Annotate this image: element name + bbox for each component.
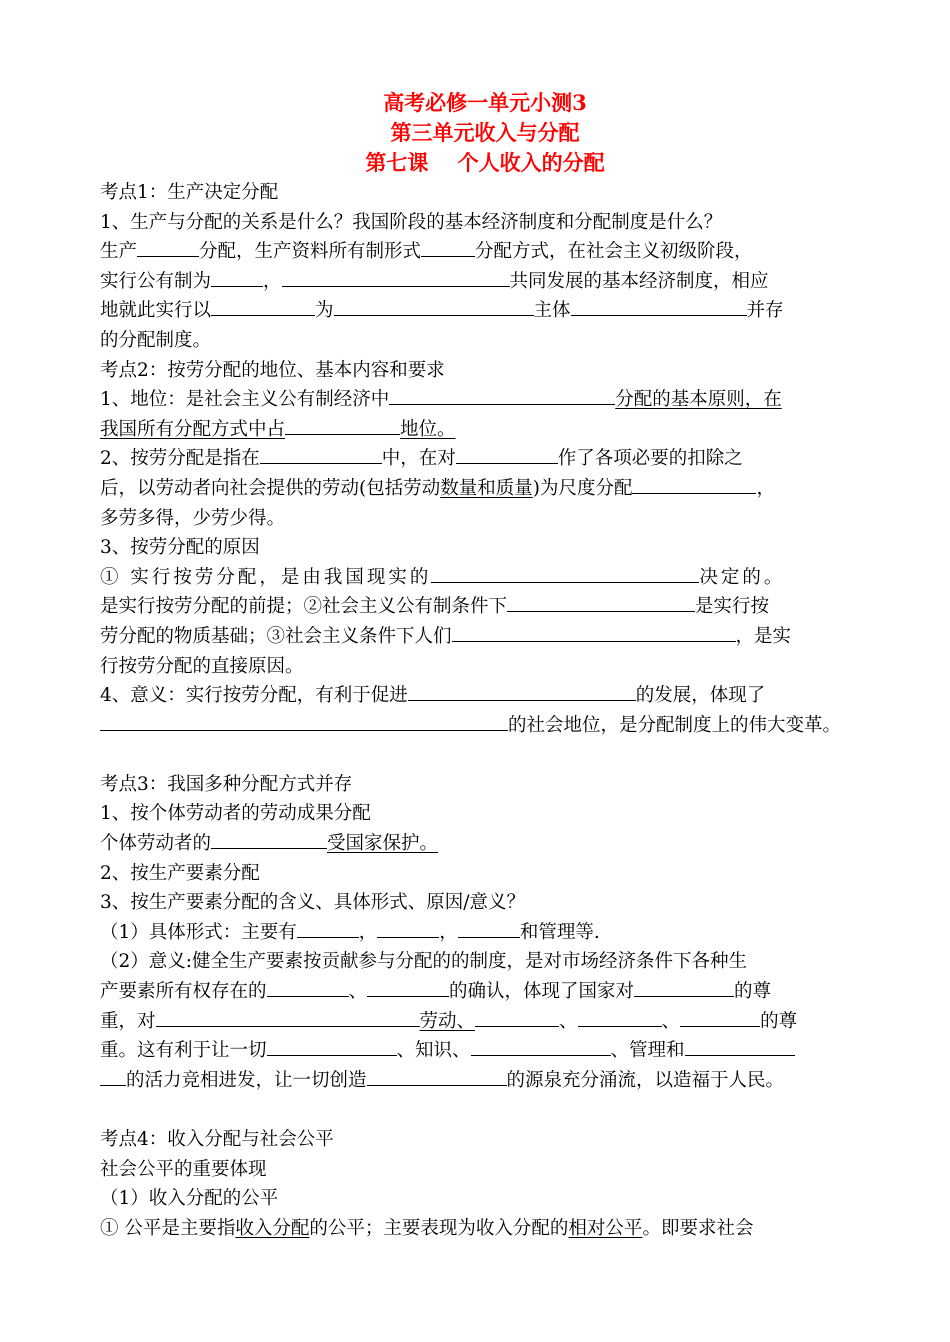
fill-blank	[100, 1066, 126, 1086]
section-3-heading: 考点3：我国多种分配方式并存	[100, 773, 353, 795]
doc-title-3: 第七课 个人收入的分配	[365, 150, 605, 175]
s3-item-3: 3、按生产要素分配的含义、具体形式、原因/意义？	[100, 892, 526, 914]
fill-blank	[260, 444, 382, 464]
fill-blank	[282, 267, 510, 287]
fill-blank	[334, 296, 534, 316]
doc-title-1: 高考必修一单元小测3	[383, 90, 587, 115]
fill-blank	[367, 977, 449, 997]
fill-blank	[471, 1036, 611, 1056]
fill-blank	[267, 1036, 397, 1056]
fill-blank	[685, 1036, 795, 1056]
fill-blank	[267, 977, 349, 997]
fill-blank	[680, 1007, 760, 1027]
fill-blank	[156, 1007, 420, 1027]
fill-blank	[408, 681, 636, 701]
s2-p4-line-2: 的社会地位，是分配制度上的伟大变革。	[100, 711, 870, 741]
s2-p2-line-2: 后，以劳动者向社会提供的劳动(包括劳动数量和质量)为尺度分配 ，	[100, 474, 870, 504]
s2-p3-line-4: 行按劳分配的直接原因。	[100, 655, 304, 677]
s2-p4-line-1: 4、意义：实行按劳分配，有利于促进 的发展，体现了	[100, 681, 870, 711]
s3-meaning-line-5: 的活力竞相进发，让一切创造 的源泉充分涌流，以造福于人民。	[100, 1066, 870, 1096]
s2-p3-line-2: 是实行按劳分配的前提；②社会主义公有制条件下 是实行按	[100, 592, 870, 622]
s1-line-1: 生产 分配，生产资料所有制形式 分配方式，在社会主义初级阶段，	[100, 237, 870, 267]
s1-line-3: 地就此实行以 为 主体 并存	[100, 296, 870, 326]
s3-item-1-detail: 个体劳动者的 受国家保护。	[100, 829, 870, 859]
fill-blank	[632, 474, 756, 494]
doc-title-2: 第三单元收入与分配	[390, 120, 580, 145]
fill-blank	[211, 267, 263, 287]
fill-blank	[377, 918, 439, 938]
fill-blank	[452, 622, 736, 642]
fill-blank	[285, 415, 400, 435]
s4-line-2: （1）收入分配的公平	[100, 1188, 279, 1210]
fill-blank	[458, 918, 520, 938]
question-1: 1、生产与分配的关系是什么？我国阶段的基本经济制度和分配制度是什么？	[100, 211, 723, 233]
fill-blank	[634, 977, 734, 997]
s2-p3-line-1: ① 实行按劳分配，是由我国现实的 决定的。	[100, 563, 870, 593]
s3-meaning-line-3: 重，对 劳动、 、 、 的尊	[100, 1007, 870, 1037]
fill-blank	[431, 563, 699, 583]
s4-line-1: 社会公平的重要体现	[100, 1158, 267, 1180]
fill-blank	[211, 829, 327, 849]
s3-item-2: 2、按生产要素分配	[100, 862, 260, 884]
section-4-heading: 考点4：收入分配与社会公平	[100, 1129, 334, 1150]
s3-meaning-line-4: 重。这有利于让一切 、知识、 、管理和	[100, 1036, 870, 1066]
s3-item-1: 1、按个体劳动者的劳动成果分配	[100, 803, 371, 825]
fill-blank	[137, 237, 199, 257]
s2-p1-line-2: 我国所有分配方式中占 地位。	[100, 415, 870, 445]
s3-forms: （1）具体形式：主要有 ， ， 和管理等.	[100, 918, 870, 948]
fill-blank	[389, 385, 615, 405]
section-1-heading: 考点1：生产决定分配	[100, 182, 279, 203]
fill-blank	[456, 444, 558, 464]
s3-meaning-line-2: 产要素所有权存在的 、 的确认，体现了国家对 的尊	[100, 977, 870, 1007]
fill-blank	[578, 1007, 662, 1027]
document-page	[100, 88, 870, 1243]
fill-blank	[507, 592, 695, 612]
s2-p2-line-3: 多劳多得，少劳少得。	[100, 507, 286, 529]
s2-p3-line-3: 劳分配的物质基础；③社会主义条件下人们 ，是实	[100, 622, 870, 652]
s4-line-3: ① 公平是主要指收入分配的公平；主要表现为收入分配的相对公平。即要求社会	[100, 1217, 754, 1239]
fill-blank	[421, 237, 475, 257]
s1-line-4: 的分配制度。	[100, 329, 212, 351]
fill-blank	[571, 296, 747, 316]
s3-meaning-line-1: （2）意义:健全生产要素按贡献参与分配的的制度，是对市场经济条件下各种生	[100, 951, 748, 973]
s2-p1-line-1: 1、地位：是社会主义公有制经济中 分配的基本原则，在	[100, 385, 870, 415]
s2-p3-heading: 3、按劳分配的原因	[100, 537, 260, 559]
fill-blank	[211, 296, 315, 316]
fill-blank	[297, 918, 359, 938]
fill-blank	[100, 711, 508, 731]
fill-blank	[475, 1007, 559, 1027]
section-2-heading: 考点2：按劳分配的地位、基本内容和要求	[100, 359, 445, 381]
s1-line-2: 实行公有制为 ， 共同发展的基本经济制度，相应	[100, 267, 870, 297]
s2-p2-line-1: 2、按劳分配是指在 中，在对 作了各项必要的扣除之	[100, 444, 870, 474]
fill-blank	[367, 1066, 507, 1086]
